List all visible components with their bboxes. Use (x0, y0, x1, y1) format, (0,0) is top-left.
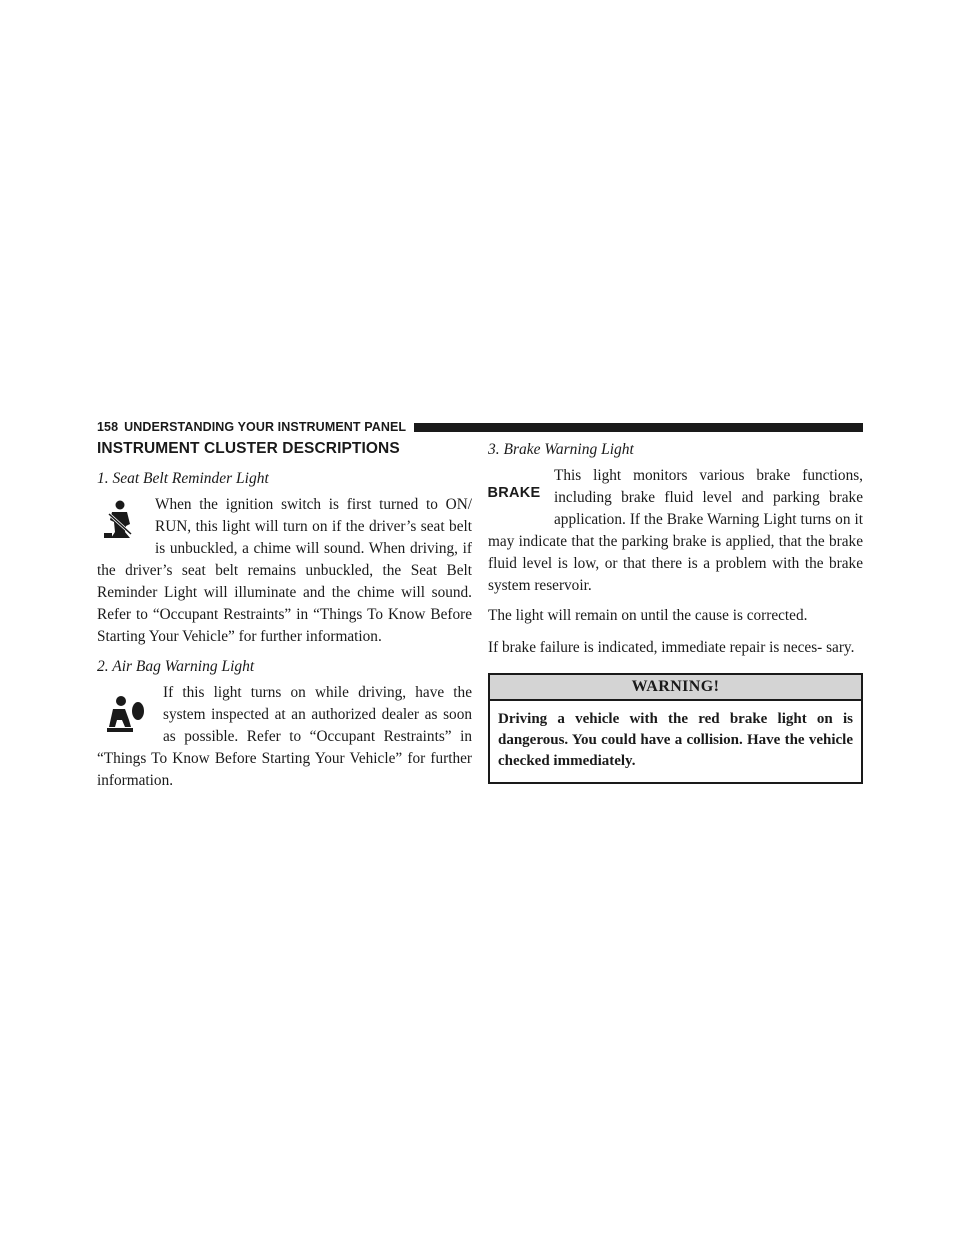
seat-belt-text: When the ignition switch is first turned to ON/ RUN, this light will turn on if the driver’s seat belt is unbuckled, a chime will sound. When driving, if the driver’s seat belt remains unbuckled, the Seat Belt Reminder Light will illuminate and the chime will sound. Refer to “Occupant Restraints” in “Things To Know Before Starting Your Vehicle” for further information. (97, 496, 472, 645)
section-title: INSTRUMENT CLUSTER DESCRIPTIONS (97, 440, 400, 457)
brake-para-1: The light will remain on until the cause is corrected. (488, 607, 808, 624)
seat-belt-block (97, 494, 472, 648)
air-bag-heading: 2. Air Bag Warning Light (97, 658, 255, 675)
air-bag-block (97, 682, 472, 792)
page-number: 158 (97, 420, 119, 434)
warning-box (488, 673, 863, 784)
air-bag-icon (105, 694, 149, 736)
warning-body: Driving a vehicle with the red brake light on is dangerous. You could have a collision. Have the vehicle checked immediately. (498, 711, 853, 769)
warning-title: WARNING! (490, 675, 861, 701)
seat-belt-icon (101, 500, 141, 540)
brake-icon-label: BRAKE (487, 485, 541, 501)
seat-belt-heading: 1. Seat Belt Reminder Light (97, 470, 269, 487)
air-bag-text: If this light turns on while driving, have the system inspected at an authorized dealer as soon as possible. Refer to “Occupant Restraints” in “Things To Know Before Starting Your Vehicle” for further information. (97, 684, 472, 789)
brake-warning-icon (488, 475, 540, 511)
brake-block (488, 465, 863, 597)
left-column (97, 440, 472, 800)
right-column (488, 440, 863, 784)
brake-text: This light monitors various brake functions, including brake fluid level and parking brake application. If the Brake Warning Light turns on it may indicate that the parking brake is applied, that the brake fluid level is low, or that there is a problem with the brake system reservoir. (488, 467, 863, 594)
chapter-title: UNDERSTANDING YOUR INSTRUMENT PANEL (124, 420, 407, 434)
brake-para-2: If brake failure is indicated, immediate repair is neces- sary. (488, 639, 855, 656)
brake-heading: 3. Brake Warning Light (488, 441, 634, 458)
header-rule (414, 423, 863, 432)
page-header (97, 418, 863, 436)
